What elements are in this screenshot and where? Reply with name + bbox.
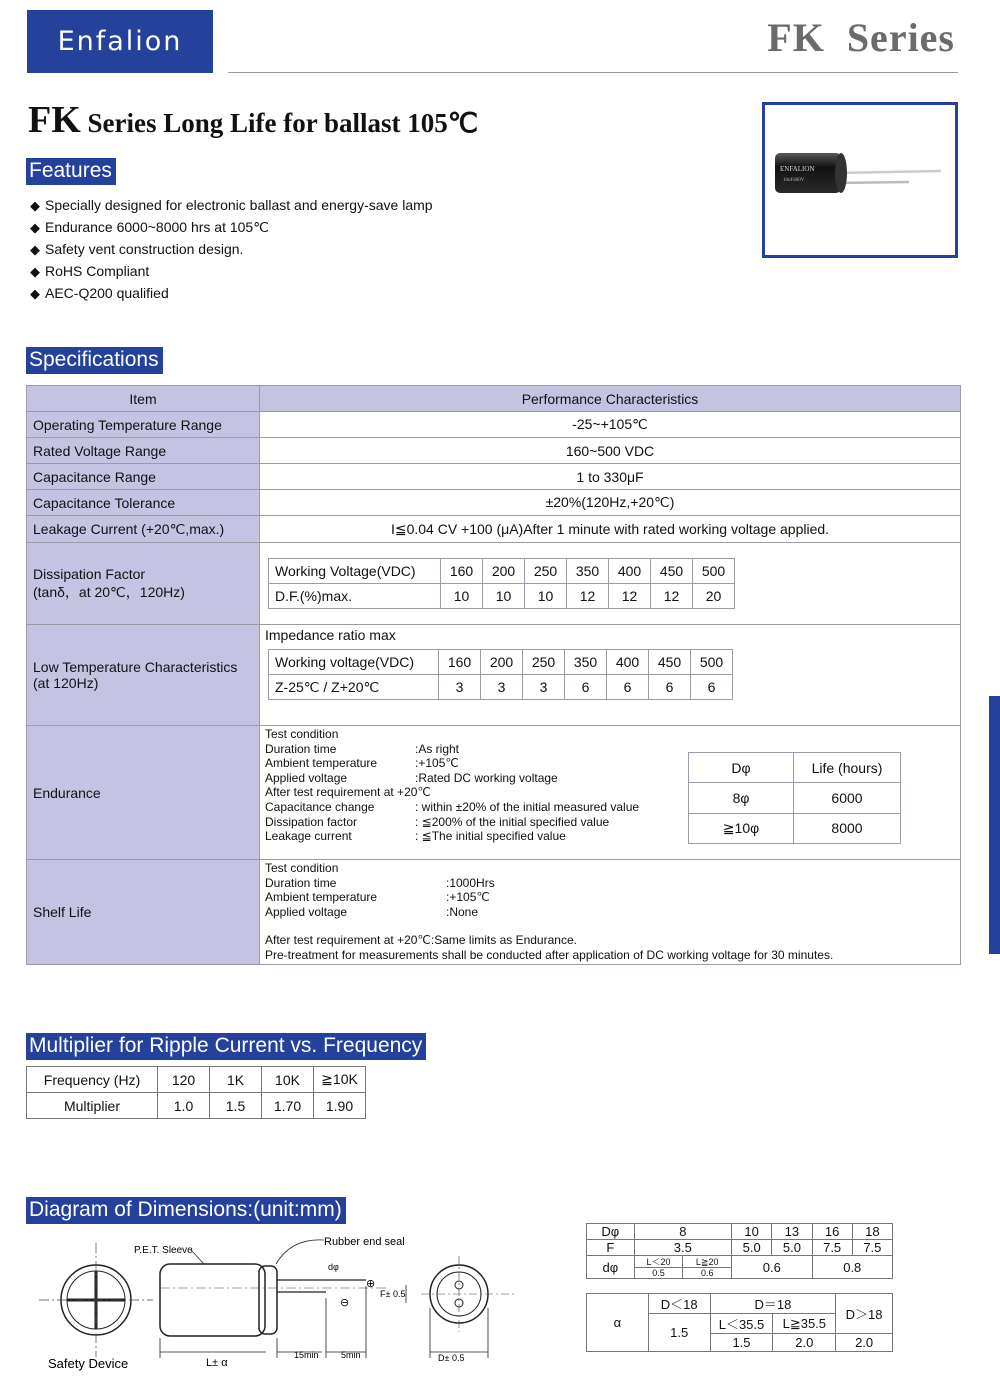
dim-d-value: 16 — [812, 1224, 852, 1240]
life-hours: 8000 — [794, 813, 901, 843]
life-table — [688, 752, 901, 844]
header-divider — [228, 72, 958, 73]
diameter-label: D± 0.5 — [438, 1353, 465, 1363]
table-row — [27, 438, 961, 464]
alpha-sub: L＜35.5 — [710, 1314, 773, 1334]
spec-value: 1 to 330μF — [260, 464, 961, 490]
imp-voltage: 160 — [439, 650, 481, 675]
spec-value: 160~500 VDC — [260, 438, 961, 464]
df-value: 12 — [567, 584, 609, 609]
imp-voltage: 450 — [649, 650, 691, 675]
df-voltage: 200 — [483, 559, 525, 584]
alpha-sub: L≧35.5 — [773, 1314, 836, 1334]
dim-f-value: 3.5 — [634, 1240, 731, 1256]
brand-logo: Enfalion — [27, 10, 213, 73]
mult-label: Multiplier — [27, 1093, 158, 1119]
freq-value: ≧10K — [314, 1067, 366, 1093]
feature-item: ◆ Safety vent construction design. — [30, 241, 244, 257]
minus-icon: ⊖ — [340, 1296, 350, 1309]
dim-dphi-label: dφ — [587, 1256, 635, 1279]
series-title: FK Series — [767, 15, 955, 60]
dissipation-label-line1: Dissipation Factor — [33, 565, 146, 582]
spec-value: I≦0.04 CV +100 (μA)After 1 minute with rated working voltage applied. — [260, 516, 961, 543]
spec-label: Capacitance Range — [27, 464, 260, 490]
mult-value: 1.90 — [314, 1093, 366, 1119]
side-accent-bar — [989, 696, 1000, 954]
mult-value: 1.5 — [210, 1093, 262, 1119]
dissipation-table — [268, 558, 735, 609]
diamond-bullet-icon: ◆ — [30, 198, 40, 213]
diamond-bullet-icon: ◆ — [30, 264, 40, 279]
alpha-value: 1.5 — [648, 1314, 710, 1352]
pitch-label: F± 0.5 — [380, 1289, 406, 1299]
df-value: 12 — [609, 584, 651, 609]
spec-value: -25~+105℃ — [260, 412, 961, 438]
alpha-head: D＜18 — [648, 1294, 710, 1314]
impedance-table — [268, 649, 733, 700]
freq-value: 120 — [158, 1067, 210, 1093]
impedance-caption: Impedance ratio max — [265, 627, 396, 643]
spec-value: ±20%(120Hz,+20℃) — [260, 490, 961, 516]
table-row — [27, 726, 961, 860]
life-head-hours: Life (hours) — [794, 753, 901, 783]
dimensions-heading: Diagram of Dimensions:(unit:mm) — [26, 1197, 346, 1224]
low-temp-label-line2: (at 120Hz) — [33, 675, 99, 691]
imp-value: 6 — [565, 675, 607, 700]
endurance-conditions: Test condition Duration time :As right Ambient temperature :+105℃ Applied voltage :Rated DC working voltage After test requirement at +20℃ Capacitance change : within ±20% of the initial measured value Dissipation factor : ≦200% of the initial specified value Leakage current : ≦The initial specified value — [265, 727, 640, 844]
dim-dphi-lt-cell — [634, 1256, 683, 1279]
table-row — [27, 464, 961, 490]
specifications-table — [26, 385, 961, 965]
dim-d-label: Dφ — [587, 1224, 635, 1240]
pet-sleeve-label: P.E.T. Sleeve — [134, 1245, 193, 1256]
dim-dphi-mid: 0.6 — [732, 1256, 812, 1279]
table-row — [27, 543, 961, 625]
dim-f-value: 7.5 — [852, 1240, 892, 1256]
df-value: 10 — [525, 584, 567, 609]
df-voltage: 450 — [651, 559, 693, 584]
life-head-d: Dφ — [689, 753, 794, 783]
imp-voltage: 350 — [565, 650, 607, 675]
features-list — [30, 196, 433, 306]
life-d: ≧10φ — [689, 813, 794, 843]
table-row — [27, 490, 961, 516]
feature-item: ◆ AEC-Q200 qualified — [30, 285, 169, 301]
dim-d-value: 8 — [634, 1224, 731, 1240]
shelf-note: Pre-treatment for measurements shall be conducted after application of DC working voltage for 30 minutes. — [265, 947, 834, 962]
imp-row-label: Z-25℃ / Z+20℃ — [269, 675, 439, 700]
dimension-table — [586, 1223, 893, 1279]
specifications-heading: Specifications — [26, 347, 163, 374]
ripple-table — [26, 1066, 366, 1119]
ripple-heading: Multiplier for Ripple Current vs. Frequency — [26, 1033, 426, 1060]
dim-d-value: 13 — [772, 1224, 812, 1240]
low-temp-cell — [260, 625, 961, 726]
dim-d-value: 18 — [852, 1224, 892, 1240]
plus-icon: ⊕ — [366, 1277, 376, 1290]
diamond-bullet-icon: ◆ — [30, 242, 40, 257]
table-row — [27, 412, 961, 438]
length-label: L± α — [206, 1357, 228, 1369]
mult-value: 1.70 — [262, 1093, 314, 1119]
low-temp-label-line1: Low Temperature Characteristics — [33, 659, 238, 675]
safety-device-icon — [39, 1243, 153, 1357]
capacitor-end-view — [406, 1256, 516, 1358]
dim-dphi-end: 0.8 — [812, 1256, 892, 1279]
df-value: 10 — [441, 584, 483, 609]
imp-value: 3 — [523, 675, 565, 700]
shelf-cell — [260, 860, 961, 965]
shelf-note: After test requirement at +20℃:Same limits as Endurance. — [265, 933, 577, 948]
feature-item: ◆ Endurance 6000~8000 hrs at 105℃ — [30, 219, 269, 235]
dim-f-value: 7.5 — [812, 1240, 852, 1256]
dim-dphi-ge: L≧20 — [683, 1257, 731, 1268]
df-voltage: 160 — [441, 559, 483, 584]
imp-value: 3 — [481, 675, 523, 700]
title-text: Series Long Life for ballast 105℃ — [80, 108, 479, 138]
imp-voltage: 500 — [691, 650, 733, 675]
life-hours: 6000 — [794, 783, 901, 813]
fifteen-min-label: 15min — [294, 1350, 319, 1360]
dissipation-label-line2: (tanδ，at 20℃，120Hz) — [33, 583, 185, 600]
imp-voltage: 250 — [523, 650, 565, 675]
diamond-bullet-icon: ◆ — [30, 286, 40, 301]
freq-value: 1K — [210, 1067, 262, 1093]
dim-dphi-ge-cell — [683, 1256, 732, 1279]
dissipation-label — [27, 543, 260, 625]
dim-d-value: 10 — [732, 1224, 772, 1240]
alpha-table — [586, 1293, 893, 1352]
shelf-conditions: Test condition Duration time :1000Hrs Ambient temperature :+105℃ Applied voltage :None After test requirement at +20℃:Same limits as Endurance. Pre-treatment for measurements shall be conducted after application of DC working voltage for 30 minutes. — [265, 861, 959, 963]
df-value: 10 — [483, 584, 525, 609]
freq-value: 10K — [262, 1067, 314, 1093]
df-value: 12 — [651, 584, 693, 609]
endurance-cell — [260, 726, 961, 860]
features-heading: Features — [26, 158, 116, 185]
df-voltage: 400 — [609, 559, 651, 584]
col-item: Item — [27, 386, 260, 412]
lead-dia-label: dφ — [328, 1262, 339, 1272]
imp-value: 6 — [691, 675, 733, 700]
capacitor-image — [765, 105, 955, 255]
low-temp-label — [27, 625, 260, 726]
dim-f-value: 5.0 — [772, 1240, 812, 1256]
alpha-value: 2.0 — [836, 1334, 893, 1352]
title-prefix: FK — [28, 99, 81, 141]
photo-sublabel: 10uF400V — [783, 178, 805, 183]
rubber-seal-label: Rubber end seal — [324, 1236, 405, 1248]
table-row — [27, 860, 961, 965]
col-performance: Performance Characteristics — [260, 386, 961, 412]
feature-item: ◆ RoHS Compliant — [30, 263, 150, 279]
safety-device-label: Safety Device — [48, 1356, 129, 1371]
five-min-label: 5min — [341, 1350, 361, 1360]
alpha-value: 2.0 — [773, 1334, 836, 1352]
imp-voltage: 200 — [481, 650, 523, 675]
imp-value: 6 — [607, 675, 649, 700]
freq-label: Frequency (Hz) — [27, 1067, 158, 1093]
page-title — [28, 98, 478, 142]
capacitor-side-view — [160, 1240, 386, 1358]
dim-f-value: 5.0 — [732, 1240, 772, 1256]
table-row — [27, 625, 961, 726]
dimension-drawing — [26, 1228, 576, 1378]
diamond-bullet-icon: ◆ — [30, 220, 40, 235]
product-photo — [762, 102, 958, 258]
feature-item: ◆ Specially designed for electronic ballast and energy-save lamp — [30, 197, 433, 213]
life-d: 8φ — [689, 783, 794, 813]
dissipation-cell — [260, 543, 961, 625]
alpha-head: D＝18 — [710, 1294, 836, 1314]
df-value: 20 — [693, 584, 735, 609]
df-voltage: 500 — [693, 559, 735, 584]
spec-label: Leakage Current (+20℃,max.) — [27, 516, 260, 543]
spec-label: Rated Voltage Range — [27, 438, 260, 464]
imp-voltage: 400 — [607, 650, 649, 675]
df-voltage: 350 — [567, 559, 609, 584]
alpha-label: α — [587, 1294, 649, 1352]
dim-f-label: F — [587, 1240, 635, 1256]
dim-dphi-lt: L＜20 — [635, 1257, 683, 1268]
table-header-row — [27, 386, 961, 412]
df-voltage: 250 — [525, 559, 567, 584]
endurance-label: Endurance — [27, 726, 260, 860]
spec-label: Operating Temperature Range — [27, 412, 260, 438]
spec-label: Capacitance Tolerance — [27, 490, 260, 516]
df-head-label: Working Voltage(VDC) — [269, 559, 441, 584]
shelf-label: Shelf Life — [27, 860, 260, 965]
dim-dphi-v1: 0.5 — [652, 1267, 665, 1278]
dim-dphi-v2: 0.6 — [700, 1267, 714, 1278]
table-row — [27, 516, 961, 543]
alpha-head: D＞18 — [836, 1294, 893, 1334]
photo-label: ENFALION — [780, 165, 815, 173]
imp-head-label: Working voltage(VDC) — [269, 650, 439, 675]
mult-value: 1.0 — [158, 1093, 210, 1119]
imp-value: 6 — [649, 675, 691, 700]
alpha-value: 1.5 — [710, 1334, 773, 1352]
imp-value: 3 — [439, 675, 481, 700]
df-row-label: D.F.(%)max. — [269, 584, 441, 609]
